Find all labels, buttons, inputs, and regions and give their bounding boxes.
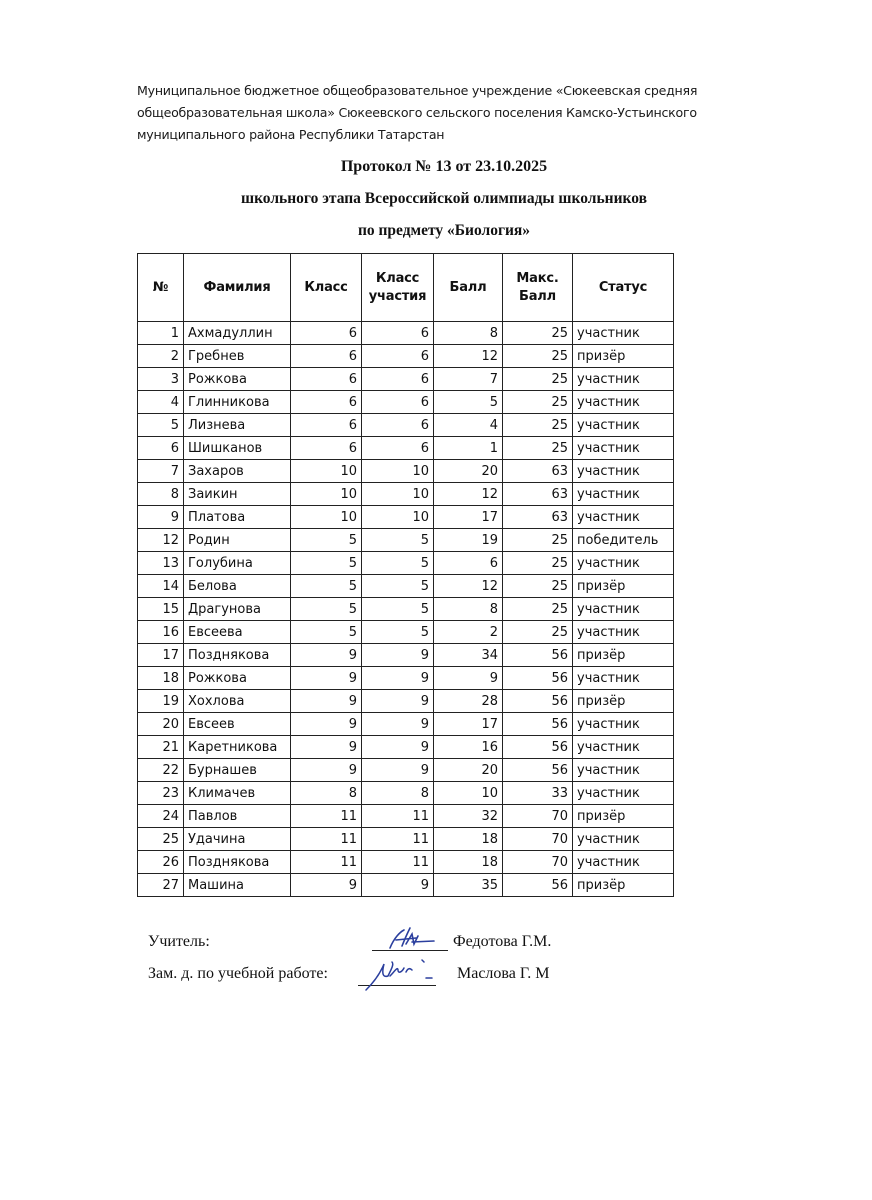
cell-status: призёр — [573, 805, 674, 828]
cell-grade-participation: 5 — [362, 529, 434, 552]
cell-max-score: 25 — [503, 575, 573, 598]
cell-grade: 10 — [291, 506, 362, 529]
cell-status: участник — [573, 828, 674, 851]
cell-status: участник — [573, 414, 674, 437]
cell-max-score: 56 — [503, 874, 573, 897]
cell-surname: Белова — [184, 575, 291, 598]
cell-score: 17 — [434, 713, 503, 736]
cell-grade: 8 — [291, 782, 362, 805]
cell-surname: Голубина — [184, 552, 291, 575]
cell-max-score: 56 — [503, 713, 573, 736]
cell-max-score: 25 — [503, 414, 573, 437]
cell-number: 2 — [138, 345, 184, 368]
cell-status: участник — [573, 506, 674, 529]
cell-status: участник — [573, 322, 674, 345]
cell-grade: 11 — [291, 828, 362, 851]
cell-max-score: 56 — [503, 690, 573, 713]
header-text: Класс участия — [368, 270, 427, 304]
table-row — [138, 322, 674, 345]
cell-status: участник — [573, 391, 674, 414]
cell-grade: 5 — [291, 621, 362, 644]
cell-max-score: 56 — [503, 644, 573, 667]
table-row — [138, 391, 674, 414]
column-header-grade: Класс — [291, 254, 362, 322]
cell-max-score: 25 — [503, 368, 573, 391]
column-header-surname: Фамилия — [184, 254, 291, 322]
cell-number: 24 — [138, 805, 184, 828]
column-header-grade-participation — [362, 254, 434, 322]
cell-max-score: 25 — [503, 621, 573, 644]
cell-grade-participation: 9 — [362, 759, 434, 782]
table-row — [138, 552, 674, 575]
cell-surname: Бурнашев — [184, 759, 291, 782]
cell-max-score: 56 — [503, 736, 573, 759]
cell-number: 17 — [138, 644, 184, 667]
table-row — [138, 460, 674, 483]
table-row — [138, 736, 674, 759]
cell-surname: Рожкова — [184, 667, 291, 690]
subject-line: по предмету «Биология» — [357, 222, 531, 239]
cell-status: призёр — [573, 874, 674, 897]
table-row — [138, 805, 674, 828]
cell-surname: Удачина — [184, 828, 291, 851]
cell-surname: Глинникова — [184, 391, 291, 414]
table-row — [138, 437, 674, 460]
cell-grade-participation: 9 — [362, 667, 434, 690]
cell-max-score: 70 — [503, 851, 573, 874]
cell-surname: Заикин — [184, 483, 291, 506]
teacher-signature-icon — [382, 924, 442, 954]
cell-score: 9 — [434, 667, 503, 690]
cell-status: участник — [573, 621, 674, 644]
cell-number: 8 — [138, 483, 184, 506]
cell-status: призёр — [573, 644, 674, 667]
cell-grade: 9 — [291, 736, 362, 759]
column-header-status: Статус — [573, 254, 674, 322]
cell-grade: 11 — [291, 805, 362, 828]
cell-grade-participation: 11 — [362, 805, 434, 828]
cell-number: 14 — [138, 575, 184, 598]
cell-max-score: 63 — [503, 506, 573, 529]
cell-grade-participation: 9 — [362, 713, 434, 736]
cell-status: призёр — [573, 690, 674, 713]
cell-surname: Каретникова — [184, 736, 291, 759]
cell-max-score: 25 — [503, 345, 573, 368]
cell-max-score: 56 — [503, 667, 573, 690]
cell-status: участник — [573, 713, 674, 736]
cell-score: 20 — [434, 460, 503, 483]
organization-name: Муниципальное бюджетное общеобразовательное учреждение «Сюкеевская средняя общеобразовательная школа» Сюкеевского сельского поселения Камско-Устьинского муниципального района Республики Татарстан — [137, 83, 698, 142]
cell-max-score: 25 — [503, 529, 573, 552]
cell-max-score: 63 — [503, 460, 573, 483]
table-row — [138, 713, 674, 736]
cell-number: 18 — [138, 667, 184, 690]
table-row — [138, 368, 674, 391]
cell-surname: Позднякова — [184, 851, 291, 874]
table-row — [138, 690, 674, 713]
table-row — [138, 644, 674, 667]
table-row — [138, 874, 674, 897]
cell-number: 4 — [138, 391, 184, 414]
cell-grade-participation: 6 — [362, 414, 434, 437]
table-row — [138, 851, 674, 874]
cell-grade-participation: 10 — [362, 460, 434, 483]
cell-grade-participation: 6 — [362, 368, 434, 391]
cell-grade-participation: 11 — [362, 828, 434, 851]
cell-grade: 10 — [291, 483, 362, 506]
header-text: Макс. Балл — [516, 270, 559, 304]
cell-surname: Позднякова — [184, 644, 291, 667]
cell-number: 26 — [138, 851, 184, 874]
cell-grade: 9 — [291, 667, 362, 690]
cell-number: 3 — [138, 368, 184, 391]
cell-status: участник — [573, 552, 674, 575]
cell-score: 8 — [434, 598, 503, 621]
deputy-label: Зам. д. по учебной работе: — [148, 965, 328, 982]
cell-grade-participation: 9 — [362, 644, 434, 667]
cell-score: 2 — [434, 621, 503, 644]
cell-grade-participation: 5 — [362, 598, 434, 621]
cell-grade-participation: 6 — [362, 345, 434, 368]
column-header-max-score — [503, 254, 573, 322]
cell-score: 5 — [434, 391, 503, 414]
cell-max-score: 25 — [503, 598, 573, 621]
cell-status: участник — [573, 736, 674, 759]
cell-status: участник — [573, 759, 674, 782]
teacher-name: Федотова Г.М. — [453, 933, 552, 950]
cell-status: участник — [573, 782, 674, 805]
cell-number: 21 — [138, 736, 184, 759]
cell-grade-participation: 6 — [362, 391, 434, 414]
cell-score: 8 — [434, 322, 503, 345]
cell-number: 25 — [138, 828, 184, 851]
cell-grade-participation: 6 — [362, 437, 434, 460]
cell-score: 20 — [434, 759, 503, 782]
cell-surname: Гребнев — [184, 345, 291, 368]
cell-score: 6 — [434, 552, 503, 575]
cell-status: участник — [573, 667, 674, 690]
cell-grade: 6 — [291, 391, 362, 414]
cell-max-score: 33 — [503, 782, 573, 805]
cell-score: 35 — [434, 874, 503, 897]
cell-score: 12 — [434, 345, 503, 368]
table-row — [138, 506, 674, 529]
cell-grade-participation: 5 — [362, 552, 434, 575]
cell-surname: Евсеева — [184, 621, 291, 644]
cell-grade-participation: 5 — [362, 575, 434, 598]
cell-score: 16 — [434, 736, 503, 759]
cell-grade-participation: 9 — [362, 690, 434, 713]
cell-score: 12 — [434, 483, 503, 506]
cell-grade-participation: 5 — [362, 621, 434, 644]
cell-number: 15 — [138, 598, 184, 621]
results-table — [137, 253, 674, 897]
table-row — [138, 621, 674, 644]
cell-max-score: 56 — [503, 759, 573, 782]
cell-number: 12 — [138, 529, 184, 552]
cell-grade: 6 — [291, 437, 362, 460]
cell-score: 32 — [434, 805, 503, 828]
table-row — [138, 828, 674, 851]
cell-status: участник — [573, 368, 674, 391]
cell-surname: Драгунова — [184, 598, 291, 621]
cell-grade: 6 — [291, 368, 362, 391]
cell-status: победитель — [573, 529, 674, 552]
table-header-row — [138, 254, 674, 322]
cell-grade: 5 — [291, 598, 362, 621]
cell-grade-participation: 6 — [362, 322, 434, 345]
cell-status: призёр — [573, 575, 674, 598]
cell-grade: 5 — [291, 575, 362, 598]
cell-grade: 9 — [291, 713, 362, 736]
cell-score: 12 — [434, 575, 503, 598]
cell-grade: 5 — [291, 529, 362, 552]
cell-score: 18 — [434, 828, 503, 851]
cell-grade: 9 — [291, 644, 362, 667]
cell-grade-participation: 8 — [362, 782, 434, 805]
cell-number: 6 — [138, 437, 184, 460]
teacher-label: Учитель: — [148, 933, 210, 950]
cell-surname: Рожкова — [184, 368, 291, 391]
cell-surname: Захаров — [184, 460, 291, 483]
cell-status: призёр — [573, 345, 674, 368]
cell-number: 9 — [138, 506, 184, 529]
cell-grade-participation: 9 — [362, 736, 434, 759]
cell-surname: Родин — [184, 529, 291, 552]
cell-status: участник — [573, 598, 674, 621]
cell-grade-participation: 10 — [362, 506, 434, 529]
table-row — [138, 483, 674, 506]
cell-number: 13 — [138, 552, 184, 575]
cell-surname: Евсеев — [184, 713, 291, 736]
cell-status: участник — [573, 460, 674, 483]
protocol-title: Протокол № 13 от 23.10.2025 — [340, 158, 548, 175]
cell-grade: 10 — [291, 460, 362, 483]
deputy-name: Маслова Г. М — [457, 965, 550, 982]
cell-number: 7 — [138, 460, 184, 483]
cell-grade: 11 — [291, 851, 362, 874]
cell-score: 17 — [434, 506, 503, 529]
cell-max-score: 25 — [503, 391, 573, 414]
cell-grade: 9 — [291, 690, 362, 713]
cell-grade-participation: 10 — [362, 483, 434, 506]
table-row — [138, 414, 674, 437]
cell-status: участник — [573, 437, 674, 460]
cell-status: участник — [573, 851, 674, 874]
cell-max-score: 25 — [503, 322, 573, 345]
cell-surname: Павлов — [184, 805, 291, 828]
cell-grade: 6 — [291, 345, 362, 368]
cell-surname: Ахмадуллин — [184, 322, 291, 345]
cell-number: 19 — [138, 690, 184, 713]
table-row — [138, 598, 674, 621]
cell-number: 20 — [138, 713, 184, 736]
cell-surname: Хохлова — [184, 690, 291, 713]
cell-max-score: 70 — [503, 805, 573, 828]
cell-number: 1 — [138, 322, 184, 345]
cell-grade-participation: 11 — [362, 851, 434, 874]
cell-grade: 9 — [291, 874, 362, 897]
cell-number: 5 — [138, 414, 184, 437]
cell-number: 16 — [138, 621, 184, 644]
cell-max-score: 25 — [503, 437, 573, 460]
cell-number: 23 — [138, 782, 184, 805]
cell-surname: Лизнева — [184, 414, 291, 437]
table-row — [138, 667, 674, 690]
cell-score: 28 — [434, 690, 503, 713]
cell-max-score: 70 — [503, 828, 573, 851]
olympiad-stage-subtitle: школьного этапа Всероссийской олимпиады школьников — [241, 190, 647, 207]
cell-max-score: 63 — [503, 483, 573, 506]
table-row — [138, 759, 674, 782]
cell-score: 18 — [434, 851, 503, 874]
cell-grade-participation: 9 — [362, 874, 434, 897]
cell-surname: Машина — [184, 874, 291, 897]
deputy-signature-icon — [360, 956, 440, 992]
table-row — [138, 529, 674, 552]
cell-surname: Платова — [184, 506, 291, 529]
cell-number: 27 — [138, 874, 184, 897]
table-row — [138, 782, 674, 805]
cell-surname: Климачев — [184, 782, 291, 805]
column-header-score: Балл — [434, 254, 503, 322]
cell-score: 34 — [434, 644, 503, 667]
cell-grade: 9 — [291, 759, 362, 782]
cell-grade: 6 — [291, 414, 362, 437]
table-row — [138, 575, 674, 598]
column-header-number: № — [138, 254, 184, 322]
cell-number: 22 — [138, 759, 184, 782]
table-row — [138, 345, 674, 368]
cell-max-score: 25 — [503, 552, 573, 575]
cell-score: 4 — [434, 414, 503, 437]
cell-score: 7 — [434, 368, 503, 391]
cell-grade: 5 — [291, 552, 362, 575]
cell-score: 19 — [434, 529, 503, 552]
cell-score: 1 — [434, 437, 503, 460]
cell-grade: 6 — [291, 322, 362, 345]
cell-status: участник — [573, 483, 674, 506]
cell-score: 10 — [434, 782, 503, 805]
cell-surname: Шишканов — [184, 437, 291, 460]
